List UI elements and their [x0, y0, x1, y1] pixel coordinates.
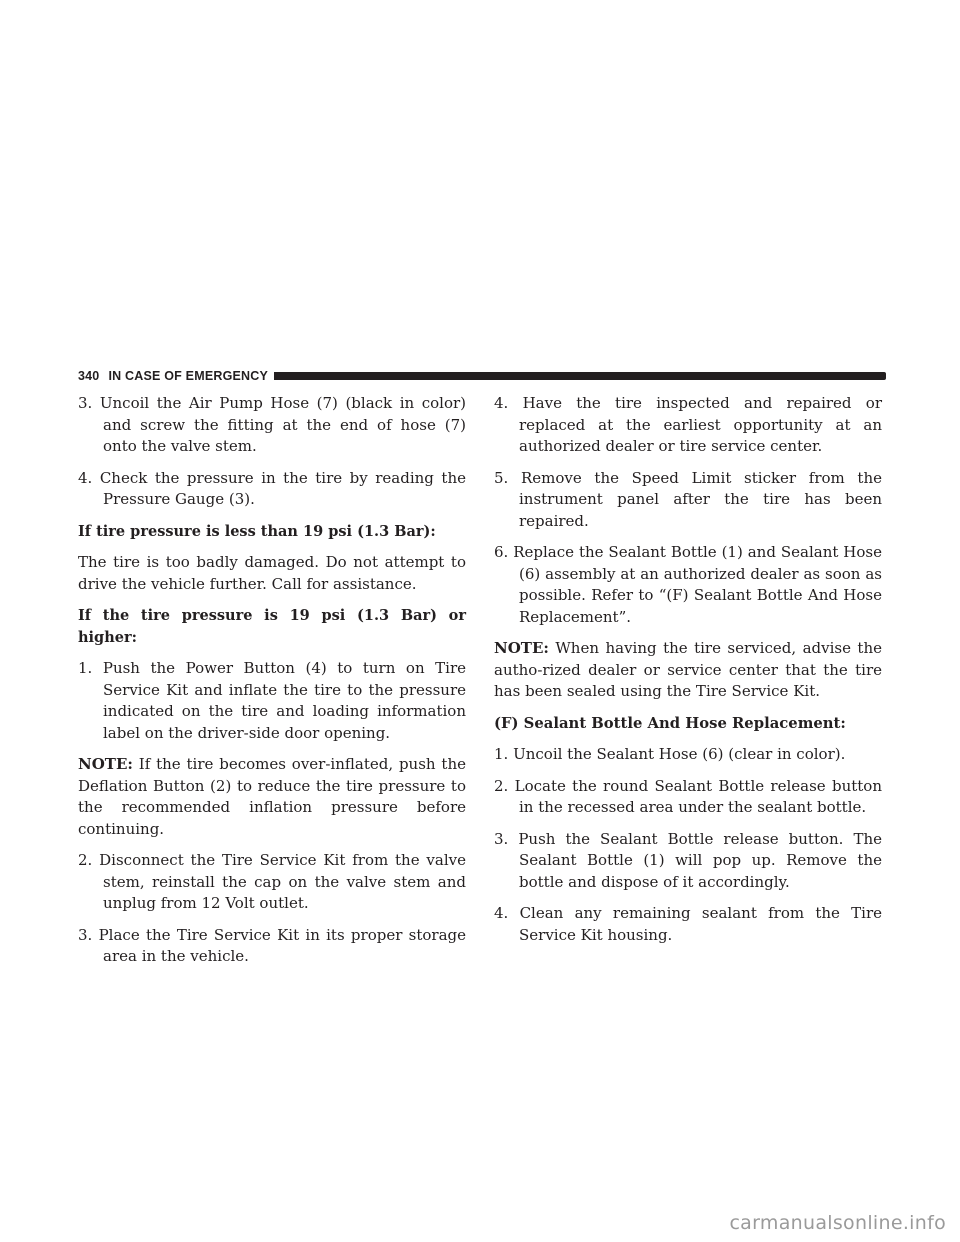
step-f2-locate-release: 2. Locate the round Sealant Bottle release button in the recessed area under the sealant bottle. [494, 776, 882, 816]
step-1-power-button: 1. Push the Power Button (4) to turn on Tire Service Kit and inflate the tire to the pressure indicated on the tire and loading information label on the driver-side door opening. [78, 659, 466, 742]
step-f1-uncoil-sealant-hose: 1. Uncoil the Sealant Hose (6) (clear in color). [494, 745, 846, 763]
step-2-disconnect-kit: 2. Disconnect the Tire Service Kit from the valve stem, reinstall the cap on the valve stem and unplug from 12 Volt outlet. [78, 851, 466, 912]
step-4-inspect-tire: 4. Have the tire inspected and repaired or replaced at the earliest opportunity at an authorized dealer or tire service center. [494, 394, 882, 455]
left-column [78, 393, 466, 978]
watermark: carmanualsonline.info [729, 1212, 946, 1234]
section-title: IN CASE OF EMERGENCY [108, 369, 269, 383]
note-label: NOTE: [494, 639, 549, 657]
step-6-replace-bottle: 6. Replace the Sealant Bottle (1) and Sealant Hose (6) assembly at an authorized dealer as soon as possible. Refer to “(F) Sealant Bottle And Hose Replacement”. [494, 543, 882, 626]
heading-low-pressure: If tire pressure is less than 19 psi (1.3 Bar): [78, 522, 436, 540]
paragraph-low-pressure: The tire is too badly damaged. Do not attempt to drive the vehicle further. Call for assistance. [78, 553, 466, 593]
note-text: When having the tire serviced, advise the autho-rized dealer or service center that the tire has been sealed using the Tire Service Kit. [494, 639, 882, 700]
page-header [78, 366, 886, 386]
step-f3-push-release: 3. Push the Sealant Bottle release button. The Sealant Bottle (1) will pop up. Remove the bottle and dispose of it accordingly. [494, 829, 882, 891]
step-5-remove-sticker: 5. Remove the Speed Limit sticker from the instrument panel after the tire has been repaired. [494, 468, 882, 530]
header-rule [274, 372, 886, 380]
note-text: If the tire becomes over-inflated, push the Deflation Button (2) to reduce the tire pressure to the recommended inflation pressure before continuing. [78, 755, 466, 838]
note-tire-service [494, 638, 882, 703]
step-f4-clean-housing: 4. Clean any remaining sealant from the Tire Service Kit housing. [494, 904, 882, 944]
step-4-check-pressure: 4. Check the pressure in the tire by reading the Pressure Gauge (3). [78, 468, 466, 508]
note-deflation [78, 754, 466, 840]
note-label: NOTE: [78, 755, 133, 773]
right-column [494, 393, 882, 956]
page-number: 340 [78, 369, 100, 383]
step-3-store-kit: 3. Place the Tire Service Kit in its proper storage area in the vehicle. [78, 925, 466, 965]
step-3-uncoil-air-hose: 3. Uncoil the Air Pump Hose (7) (black in color) and screw the fitting at the end of hose (7) onto the valve stem. [78, 394, 466, 455]
heading-high-pressure: If the tire pressure is 19 psi (1.3 Bar) or higher: [78, 607, 466, 646]
heading-sealant-replacement: (F) Sealant Bottle And Hose Replacement: [494, 714, 846, 732]
